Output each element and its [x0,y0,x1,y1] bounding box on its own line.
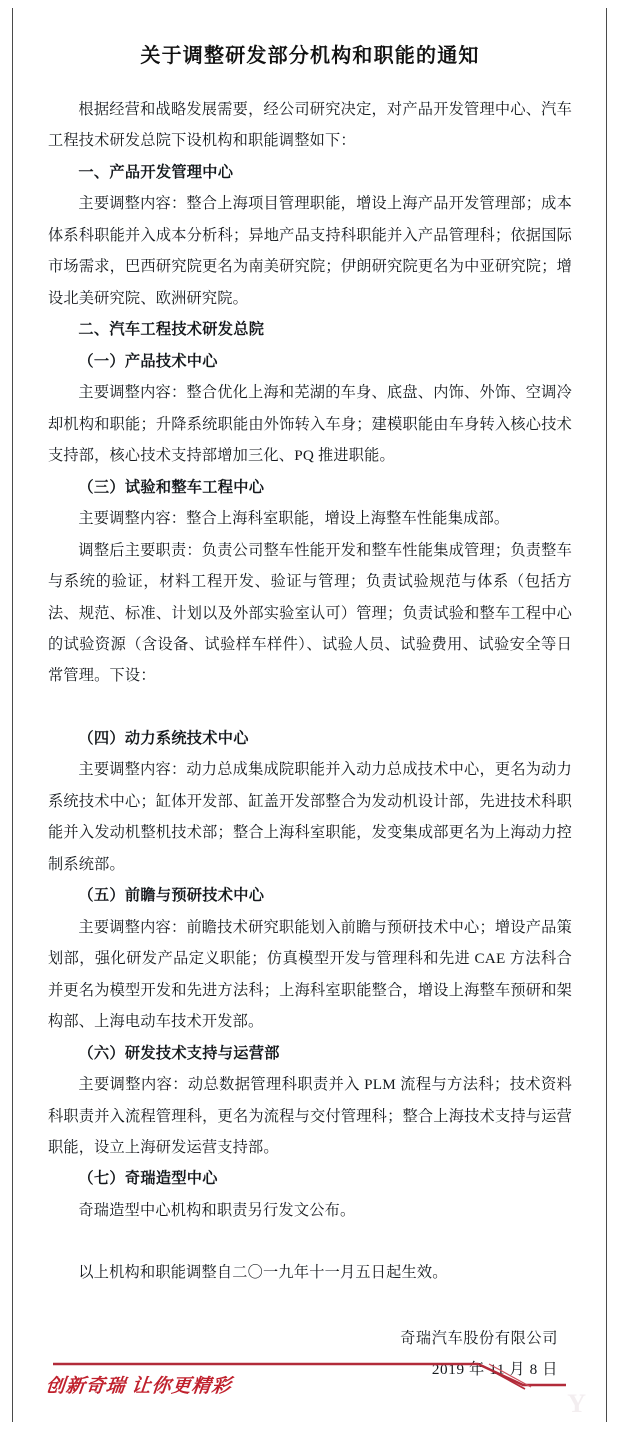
subheading-2-3-test-vehicle-eng-center: （三）试验和整车工程中心 [78,478,265,496]
paragraph-2-3-responsibilities: 调整后主要职责：负责公司整车性能开发和整车性能集成管理；负责整车与系统的验证，材料工程开发、验证与管理；负责试验规范与体系（包括方法、规范、标准、计划以及外部实验室认可）管理；负责试验和整车工程中心的试验资源（含设备、试验样车样件）、试验人员、试验费用、试验安全等日常管理。下设： [48,541,572,685]
paragraph-2-4-content: 主要调整内容：动力总成集成院职能并入动力总成技术中心，更名为动力系统技术中心；缸体开发部、缸盖开发部整合为发动机设计部，先进技术科职能并入发动机整机技术部；整合上海科室职能，发变集成部更名为上海动力控制系统部。 [48,761,572,873]
footer-watermark: Y [567,1389,586,1418]
subheading-2-7-chery-design-center: （七）奇瑞造型中心 [78,1170,218,1188]
paragraph-2-1-content: 主要调整内容：整合优化上海和芜湖的车身、底盘、内饰、外饰、空调冷却机构和职能；升降系统职能由外饰转入车身；建模职能由车身转入核心技术支持部，核心技术支持部增加三化、PQ 推进职能。 [48,384,572,465]
page-right-edge-rule [606,8,607,1422]
document-content [48,0,572,1385]
paragraph-2-6-content: 主要调整内容：动总数据管理科职责并入 PLM 流程与方法科；技术资料科职责并入流程管理科，更名为流程与交付管理科；整合上海技术支持与运营职能，设立上海研发运营支持部。 [48,1076,572,1156]
footer-line-accent-1 [483,1366,525,1389]
footer-slogan: 创新奇瑞 让你更精彩 [44,1376,233,1397]
page-title: 关于调整研发部分机构和职能的通知 [140,45,480,67]
paragraph-2-3-adjustments: 主要调整内容：整合上海科室职能，增设上海整车性能集成部。 [78,510,510,528]
blank-line-after-2-3 [48,692,572,723]
paragraph-section-1-content: 主要调整内容：整合上海项目管理职能，增设上海产品开发管理部；成本体系科职能并入成本分析科；异地产品支持科职能并入产品管理科；依据国际市场需求，巴西研究院更名为南美研究院；伊朗研究院更名为中亚研究院；增设北美研究院、欧洲研究院。 [48,195,572,307]
heading-section-1: 一、产品开发管理中心 [78,163,234,181]
document-body [48,94,572,1289]
page-left-edge-rule [12,8,13,1422]
heading-section-2: 二、汽车工程技术研发总院 [78,321,265,339]
paragraph-effective-date: 以上机构和职能调整自二〇一九年十一月五日起生效。 [78,1264,448,1282]
subheading-2-6-rd-support-operations: （六）研发技术支持与运营部 [78,1044,280,1062]
paragraph-2-7-content: 奇瑞造型中心机构和职责另行发文公布。 [78,1201,356,1219]
footer-line-accent-2 [489,1364,531,1387]
paragraph-2-5-content: 主要调整内容：前瞻技术研究职能划入前瞻与预研技术中心；增设产品策划部，强化研发产品定义职能；仿真模型开发与管理科和先进 CAE 方法科合并更名为模型开发和先进方法科；上海科室职能整合，增设上海整车预研和架构部、上海电动车技术开发部。 [48,918,572,1031]
footer-band [13,1359,606,1421]
subheading-2-1-product-tech-center: （一）产品技术中心 [78,352,218,370]
paragraph-intro: 根据经营和战略发展需要，经公司研究决定，对产品开发管理中心、汽车工程技术研发总院下设机构和职能调整如下： [48,101,572,150]
subheading-2-5-forward-research-center: （五）前瞻与预研技术中心 [78,887,265,905]
signature-company: 奇瑞汽车股份有限公司 [400,1329,558,1347]
signature-date: 2019 年 11 月 8 日 [431,1361,558,1379]
subheading-2-4-powertrain-center: （四）动力系统技术中心 [78,729,249,747]
blank-line-before-closing [48,1226,572,1257]
